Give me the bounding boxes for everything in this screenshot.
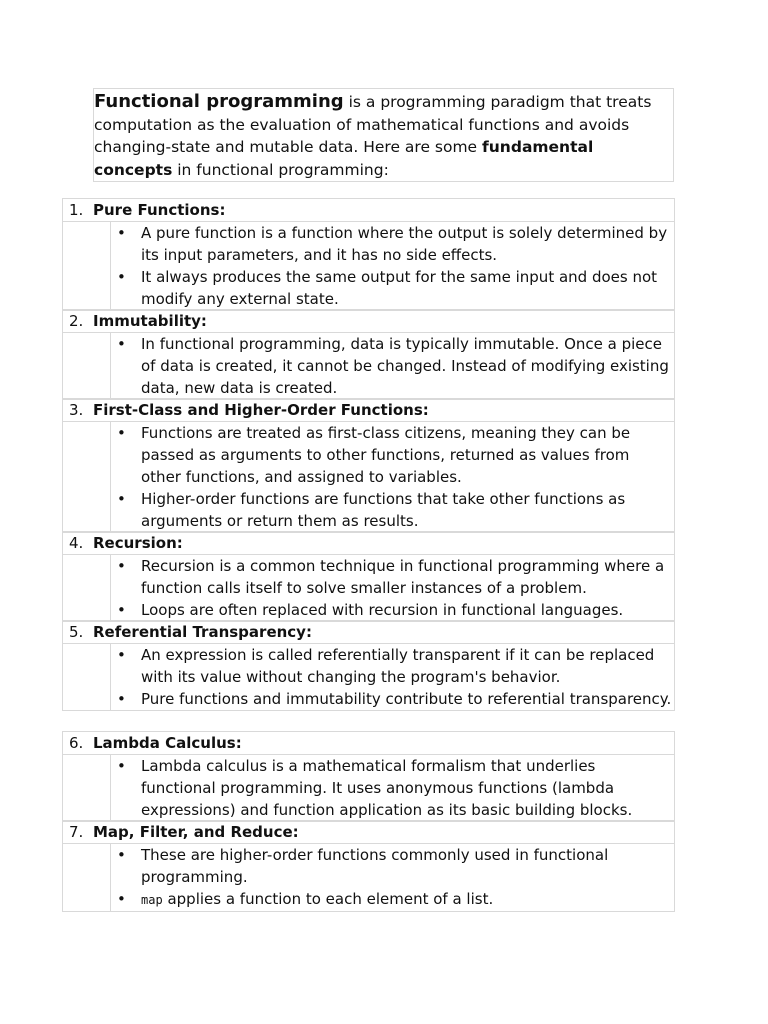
section-number: 3. [69, 401, 84, 419]
list-item-text: It always produces the same output for the same input and does not modify any external state. [141, 268, 658, 308]
section-body [110, 844, 674, 911]
list-item: • It always produces the same output for the same input and does not modify any external state. [117, 268, 658, 308]
intro-lead: Functional programming [94, 91, 344, 112]
section-number: 6. [69, 734, 84, 752]
intro-text-1: is a programming paradigm that treats computation as the evaluation of mathematical functions and avoids changing-state and mutable data. Here are some [94, 93, 652, 156]
section-body [110, 555, 674, 621]
list-item-text: applies a function to each element of a list. [162, 890, 494, 908]
section-recursion [62, 531, 675, 622]
section-lambda-calculus [62, 731, 675, 822]
intro-text-2: in functional programming: [172, 160, 389, 179]
list-item: • A pure function is a function where the output is solely determined by its input parameters, and it has no side effects. [117, 224, 668, 264]
list-item: • Loops are often replaced with recursion in functional languages. [117, 601, 624, 619]
section-title: Lambda Calculus: [93, 734, 242, 752]
section-body [110, 422, 674, 532]
section-header [63, 621, 674, 644]
list-item: • In functional programming, data is typically immutable. Once a piece of data is created, it cannot be changed. Instead of modifying existing data, new data is created. [117, 335, 669, 397]
section-pure-functions [62, 198, 675, 311]
list-item: • Lambda calculus is a mathematical formalism that underlies functional programming. It uses anonymous functions (lambda expressions) and function application as its basic building blocks. [117, 757, 633, 819]
list-item-text: A pure function is a function where the output is solely determined by its input parameters, and it has no side effects. [141, 224, 668, 264]
section-body [110, 222, 674, 310]
section-number: 4. [69, 534, 84, 552]
section-number: 7. [69, 823, 84, 841]
list-item: • Recursion is a common technique in functional programming where a function calls itself to solve smaller instances of a problem. [117, 557, 665, 597]
section-header [63, 399, 674, 422]
list-item-text: Functions are treated as first-class citizens, meaning they can be passed as arguments to other functions, returned as values from other functions, and assigned to variables. [141, 424, 631, 486]
list-item-text: Loops are often replaced with recursion in functional languages. [141, 601, 624, 619]
section-number: 1. [69, 201, 84, 219]
section-referential-transparency [62, 620, 675, 711]
section-title: Pure Functions: [93, 201, 226, 219]
section-header [63, 199, 674, 222]
section-header [63, 821, 674, 844]
section-title: Immutability: [93, 312, 207, 330]
list-item: • Functions are treated as first-class citizens, meaning they can be passed as arguments to other functions, returned as values from other functions, and assigned to variables. [117, 424, 631, 486]
section-header [63, 532, 674, 555]
section-number: 5. [69, 623, 84, 641]
section-body [110, 755, 674, 821]
list-item: • Pure functions and immutability contribute to referential transparency. [117, 690, 672, 708]
section-map-filter-reduce [62, 820, 675, 912]
section-header [63, 732, 674, 755]
list-item-text: In functional programming, data is typically immutable. Once a piece of data is created, it cannot be changed. Instead of modifying existing data, new data is created. [141, 335, 669, 397]
intro-bold: fundamental concepts [94, 138, 594, 179]
section-number: 2. [69, 312, 84, 330]
section-title: Referential Transparency: [93, 623, 312, 641]
inline-code: map [141, 893, 163, 907]
list-item-text: Pure functions and immutability contribute to referential transparency. [141, 690, 672, 708]
intro-paragraph [93, 88, 674, 182]
section-title: First-Class and Higher-Order Functions: [93, 401, 429, 419]
section-body [110, 644, 674, 710]
list-item: • map applies a function to each element of a list. [117, 890, 494, 908]
list-item-text: These are higher-order functions commonly used in functional programming. [141, 846, 609, 886]
list-item-text: Higher-order functions are functions that take other functions as arguments or return them as results. [141, 490, 626, 530]
section-title: Map, Filter, and Reduce: [93, 823, 299, 841]
list-item-text: An expression is called referentially transparent if it can be replaced with its value without changing the program's behavior. [141, 646, 655, 686]
section-title: Recursion: [93, 534, 183, 552]
section-immutability [62, 309, 675, 400]
list-item: • Higher-order functions are functions that take other functions as arguments or return them as results. [117, 490, 626, 530]
list-item-text: Recursion is a common technique in functional programming where a function calls itself to solve smaller instances of a problem. [141, 557, 665, 597]
section-header [63, 310, 674, 333]
list-item: • An expression is called referentially transparent if it can be replaced with its value without changing the program's behavior. [117, 646, 655, 686]
list-item-text: Lambda calculus is a mathematical formalism that underlies functional programming. It uses anonymous functions (lambda expressions) and function application as its basic building blocks. [141, 757, 633, 819]
list-item: • These are higher-order functions commonly used in functional programming. [117, 846, 609, 886]
section-body [110, 333, 674, 399]
section-first-class-functions [62, 398, 675, 533]
